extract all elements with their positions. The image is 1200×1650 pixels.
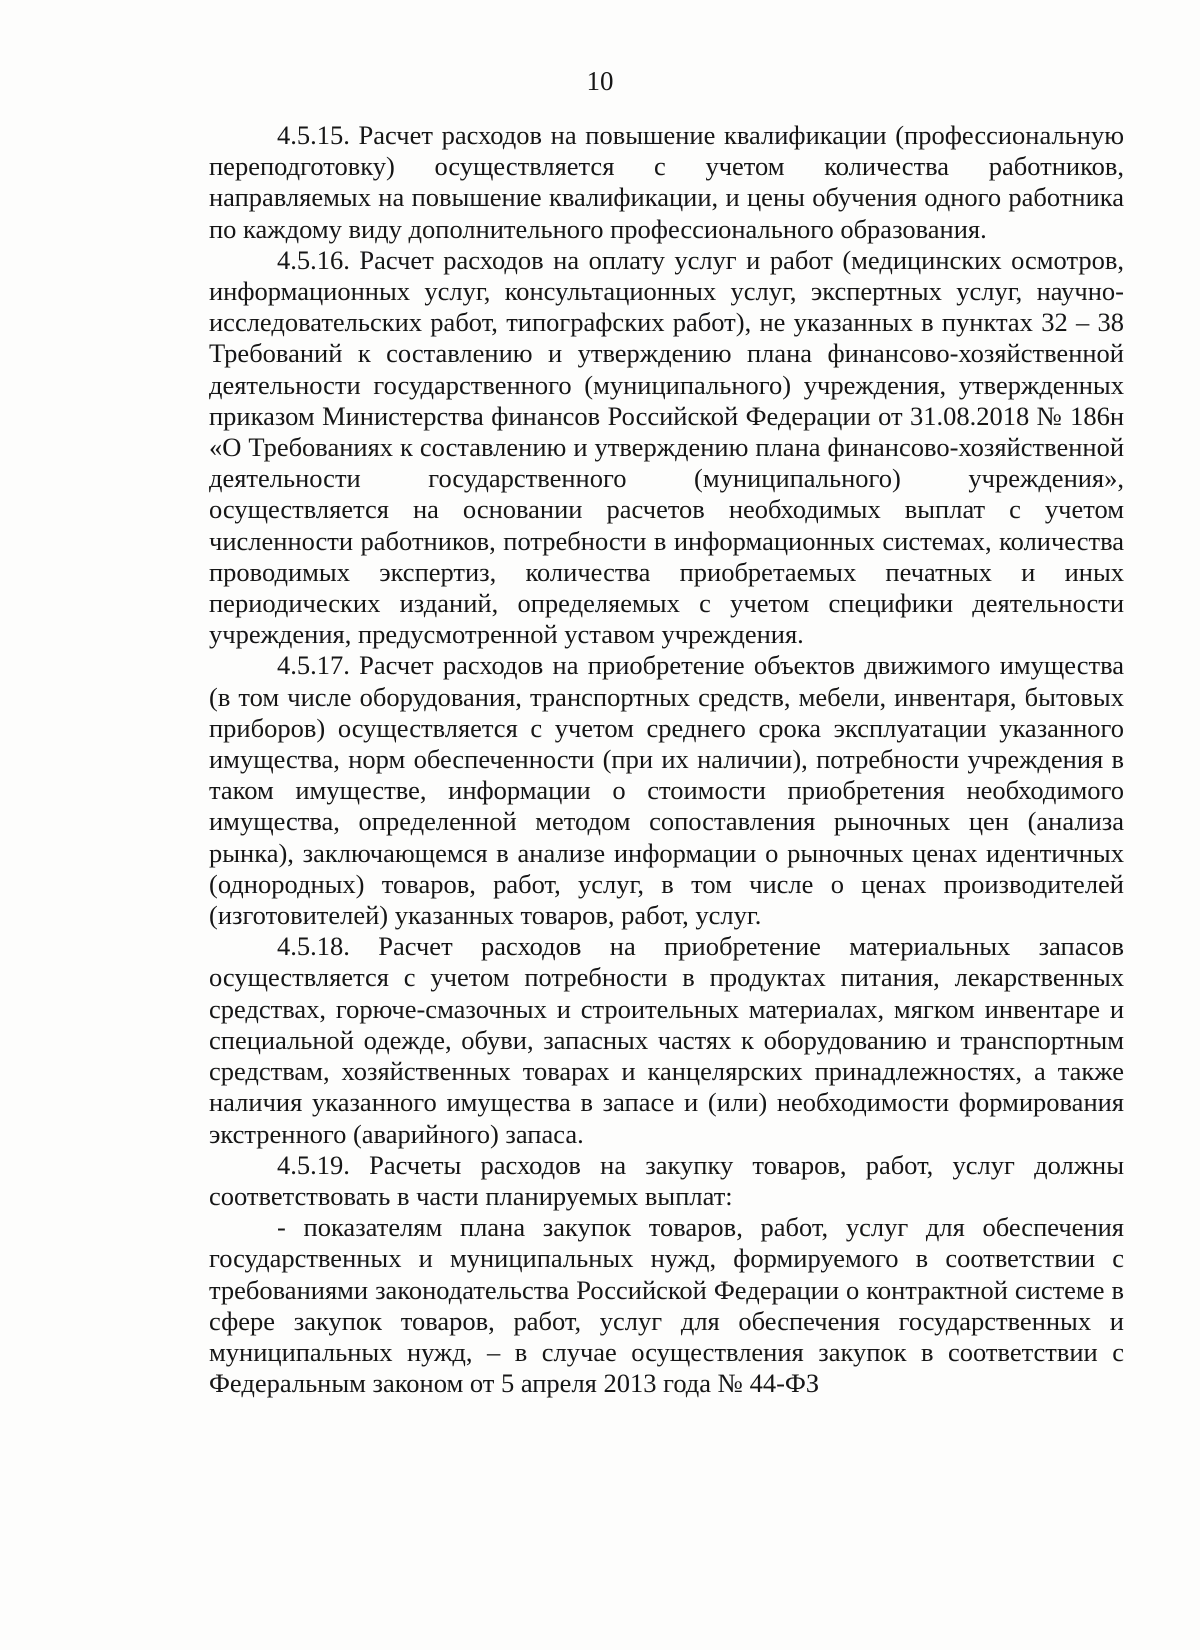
- paragraph-4-5-16: 4.5.16. Расчет расходов на оплату услуг и работ (медицинских осмотров, информационных услуг, консультационных услуг, экспертных услуг, научно-исследовательских работ, типографских работ), не указанных в пунктах 32 – 38 Требований к составлению и утверждению плана финансово-хозяйственной деятельности государственного (муниципального) учреждения, утвержденных приказом Министерства финансов Российской Федерации от 31.08.2018 № 186н «О Требованиях к составлению и утверждению плана финансово-хозяйственной деятельности государственного (муниципального) учреждения», осуществляется на основании расчетов необходимых выплат с учетом численности работников, потребности в информационных системах, количества проводимых экспертиз, количества приобретаемых печатных и иных периодических изданий, определяемых с учетом специфики деятельности учреждения, предусмотренной уставом учреждения.: [209, 244, 1124, 650]
- paragraph-4-5-15: 4.5.15. Расчет расходов на повышение квалификации (профессиональную переподготовку) осуществляется с учетом количества работников, направляемых на повышение квалификации, и цены обучения одного работника по каждому виду дополнительного профессионального образования.: [209, 120, 1124, 244]
- page-number: 10: [586, 66, 614, 96]
- paragraph-4-5-19: 4.5.19. Расчеты расходов на закупку товаров, работ, услуг должны соответствовать в части планируемых выплат:: [209, 1149, 1124, 1211]
- paragraph-4-5-17: 4.5.17. Расчет расходов на приобретение объектов движимого имущества (в том числе оборудования, транспортных средств, мебели, инвентаря, бытовых приборов) осуществляется с учетом среднего срока эксплуатации указанного имущества, норм обеспеченности (при их наличии), потребности учреждения в таком имуществе, информации о стоимости приобретения необходимого имущества, определенной методом сопоставления рыночных цен (анализа рынка), заключающемся в анализе информации о рыночных ценах идентичных (однородных) товаров, работ, услуг, в том числе о ценах производителей (изготовителей) указанных товаров, работ, услуг.: [209, 650, 1124, 931]
- document-body: [209, 120, 1124, 1399]
- list-item-procurement-plan: - показателям плана закупок товаров, работ, услуг для обеспечения государственных и муниципальных нужд, формируемого в соответствии с требованиями законодательства Российской Федерации о контрактной системе в сфере закупок товаров, работ, услуг для обеспечения государственных и муниципальных нужд, – в случае осуществления закупок в соответствии с Федеральным законом от 5 апреля 2013 года № 44-ФЗ: [209, 1212, 1124, 1399]
- paragraph-4-5-18: 4.5.18. Расчет расходов на приобретение материальных запасов осуществляется с учетом потребности в продуктах питания, лекарственных средствах, горюче-смазочных и строительных материалах, мягком инвентаре и специальной одежде, обуви, запасных частях к оборудованию и транспортным средствам, хозяйственных товарах и канцелярских принадлежностях, а также наличия указанного имущества в запасе и (или) необходимости формирования экстренного (аварийного) запаса.: [209, 931, 1124, 1149]
